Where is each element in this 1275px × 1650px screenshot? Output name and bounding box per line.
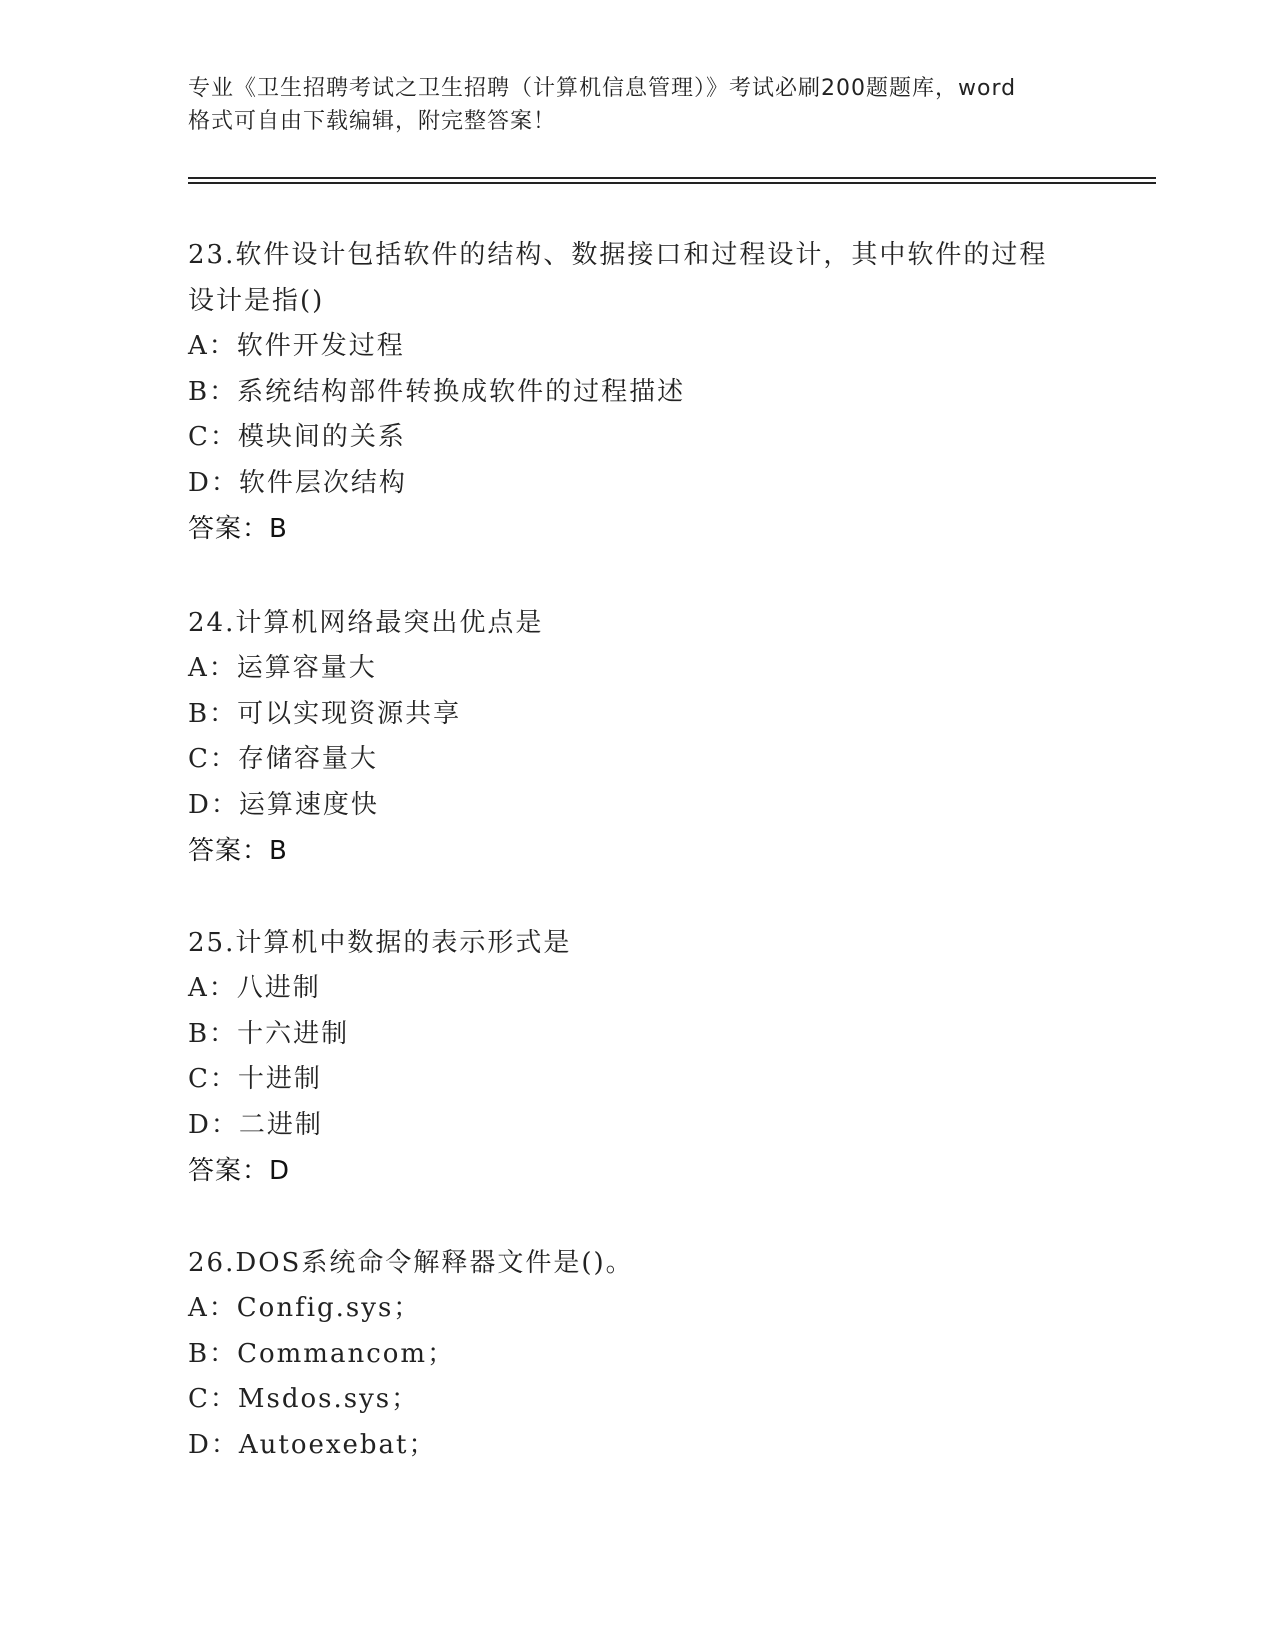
- option-b: B：可以实现资源共享: [188, 698, 462, 729]
- question-stem: 26.DOS系统命令解释器文件是()。: [188, 1248, 634, 1278]
- option-a: A：Config.sys；: [188, 1293, 422, 1323]
- question-26: [188, 1240, 1088, 1468]
- header-divider-top: [188, 177, 1156, 179]
- option-d: D：运算速度快: [188, 789, 379, 820]
- option-a: A：八进制: [188, 973, 321, 1003]
- header-divider-bottom: [188, 182, 1156, 184]
- option-b: B：Commancom；: [188, 1338, 456, 1369]
- option-c: C：模块间的关系: [188, 422, 406, 452]
- option-c: C：Msdos.sys；: [188, 1384, 420, 1414]
- header-line-1: 专业《卫生招聘考试之卫生招聘（计算机信息管理）》考试必刷200题题库，word: [188, 76, 1017, 101]
- question-stem: 23.软件设计包括软件的结构、数据接口和过程设计，其中软件的过程: [188, 240, 1048, 270]
- option-a: A：软件开发过程: [188, 331, 405, 361]
- header-line-2: 格式可自由下载编辑，附完整答案！: [188, 109, 557, 134]
- question-24: [188, 600, 1088, 874]
- option-d: D：二进制: [188, 1109, 323, 1140]
- question-25: [188, 920, 1088, 1194]
- option-a: A：运算容量大: [188, 653, 377, 683]
- option-d: D：软件层次结构: [188, 467, 407, 498]
- answer: 答案：D: [188, 1156, 291, 1186]
- option-c: C：存储容量大: [188, 744, 378, 774]
- question-stem: 25.计算机中数据的表示形式是: [188, 928, 572, 958]
- answer: 答案：B: [188, 514, 288, 544]
- question-stem-continued: 设计是指(): [188, 286, 325, 316]
- option-b: B：系统结构部件转换成软件的过程描述: [188, 376, 686, 407]
- option-d: D：Autoexebat；: [188, 1429, 437, 1460]
- question-stem: 24.计算机网络最突出优点是: [188, 608, 544, 638]
- option-b: B：十六进制: [188, 1018, 350, 1049]
- option-c: C：十进制: [188, 1064, 322, 1094]
- answer: 答案：B: [188, 836, 288, 866]
- question-23: [188, 232, 1088, 552]
- document-header: [188, 72, 1108, 138]
